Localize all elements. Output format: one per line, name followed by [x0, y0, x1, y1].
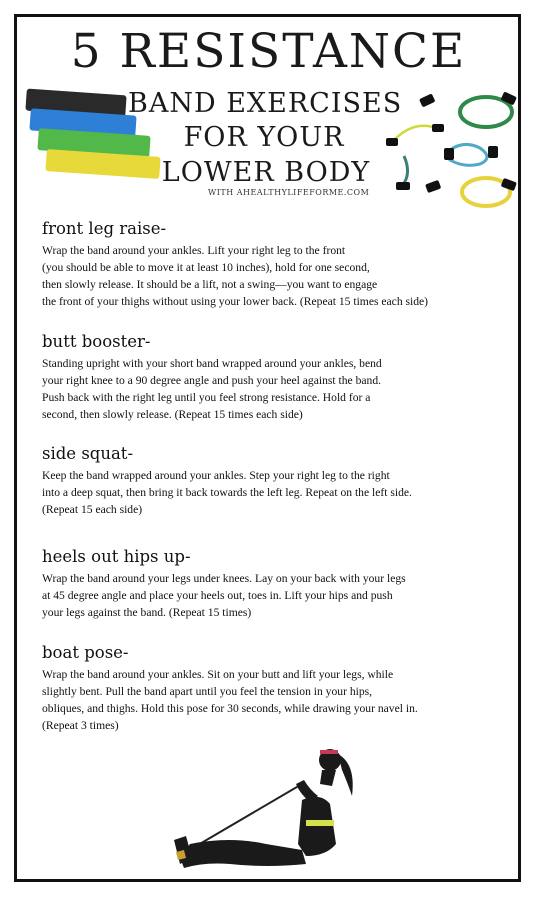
- exercise-title: boat pose-: [42, 643, 129, 662]
- exercise-front-leg-raise: [42, 219, 512, 310]
- resistance-tubes-image: [384, 88, 520, 218]
- exercise-side-squat: [42, 444, 512, 518]
- exercise-title: heels out hips up-: [42, 547, 191, 566]
- exercise-description: Wrap the band around your ankles. Lift your right leg to the front (you should be able to move it at least 10 inches), hold for one second, then slowly release. It should be a lift, not a swing—you want to engage the front of your thighs without using your lower back. (Repeat 15 times each side): [42, 244, 429, 308]
- poster-title: 5 RESISTANCE: [70, 24, 467, 79]
- subtitle-line-3: LOWER BODY: [161, 157, 371, 188]
- exercise-description: Wrap the band around your ankles. Sit on your butt and lift your legs, while slightly bent. Pull the band apart until you feel the tension in your hips, obliques, and thighs. Hold this pose for 30 seconds, while drawing your navel in. (Repeat 3 times): [42, 668, 418, 732]
- exercise-description: Wrap the band around your legs under knees. Lay on your back with your legs at 45 degree angle and place your heels out, toes in. Lift your hips and push your legs against the band. (Repeat 15 times): [42, 572, 406, 619]
- athlete-silhouette-image: [170, 740, 370, 880]
- exercise-title: side squat-: [42, 444, 134, 463]
- exercise-description: Standing upright with your short band wrapped around your ankles, bend your right knee to a 90 degree angle and push your heel against the band. Push back with the right leg until you feel strong resistance. Hold for a second, then slowly release. (Repeat 15 times each side): [42, 357, 382, 421]
- subtitle-line-2: FOR YOUR: [183, 122, 345, 153]
- subtitle-line-1: BAND EXERCISES: [128, 88, 403, 119]
- exercise-butt-booster: [42, 332, 512, 423]
- exercise-heels-out-hips-up: [42, 547, 512, 621]
- credit-line: WITH AHEALTHYLIFEFORME.COM: [208, 188, 370, 197]
- resistance-bands-image: [24, 90, 164, 190]
- exercise-description: Keep the band wrapped around your ankles. Step your right leg to the right into a deep squat, then bring it back towards the left leg. Repeat on the left side. (Repeat 15 each side): [42, 469, 412, 516]
- exercise-title: front leg raise-: [42, 219, 167, 238]
- exercise-title: butt booster-: [42, 332, 151, 351]
- exercise-boat-pose: [42, 643, 512, 734]
